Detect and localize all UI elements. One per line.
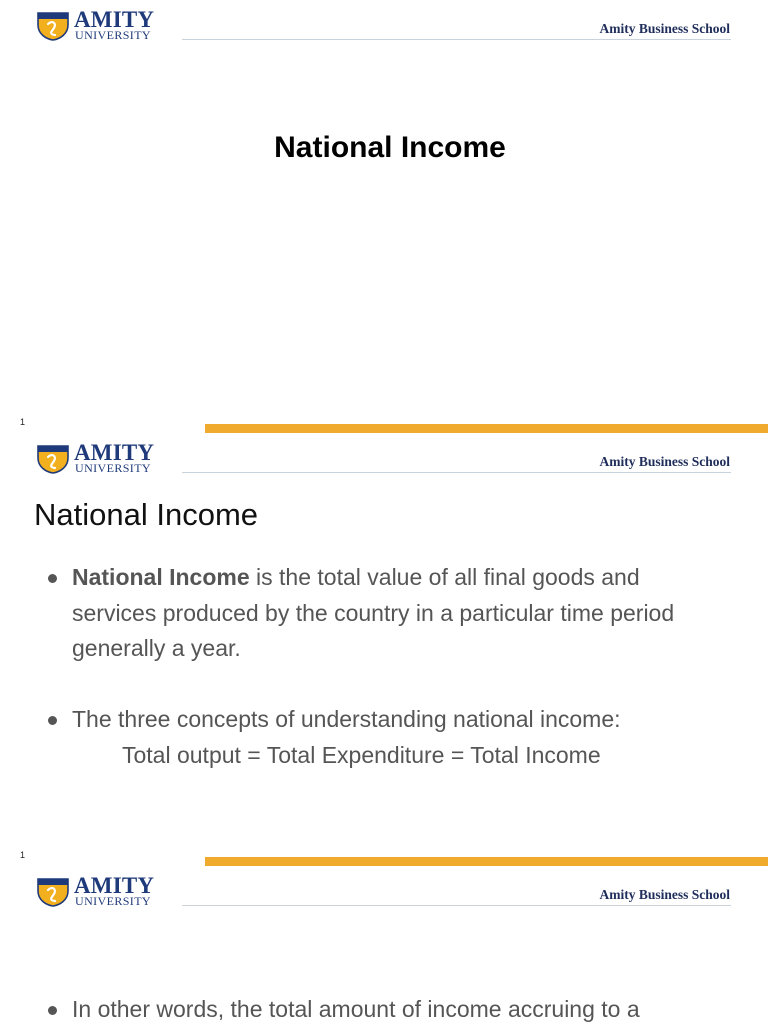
bullet-icon — [48, 716, 57, 725]
bullet-text: The three concepts of understanding national income: — [72, 706, 621, 732]
page-number: 1 — [20, 850, 26, 860]
logo-wordmark: AMITY — [74, 7, 155, 32]
footer-accent-bar — [205, 424, 768, 433]
logo-subtitle: UNIVERSITY — [75, 894, 151, 908]
header-divider — [182, 39, 731, 40]
bullet-icon — [48, 574, 57, 583]
bullet-text: In other words, the total amount of income accruing to a — [72, 996, 640, 1022]
amity-logo — [36, 7, 176, 42]
logo-subtitle: UNIVERSITY — [75, 28, 151, 42]
bullet-text: is the total value of all final goods and services produced by the country in a particular time period generally a year. — [72, 564, 675, 661]
bullet-item — [72, 992, 722, 1028]
slide-title: National Income — [34, 497, 259, 532]
amity-crest-icon — [36, 876, 70, 907]
amity-crest-icon — [36, 443, 70, 474]
page-number: 1 — [20, 417, 26, 427]
school-name: Amity Business School — [599, 454, 730, 469]
slide-title: National Income — [274, 131, 506, 164]
logo-wordmark: AMITY — [74, 873, 155, 898]
school-name: Amity Business School — [599, 21, 730, 36]
formula-text: Total output = Total Expenditure = Total Income — [122, 741, 601, 768]
slide-3 — [0, 866, 768, 1024]
amity-crest-icon — [36, 10, 70, 41]
header-divider — [182, 472, 731, 473]
footer-accent-bar — [205, 857, 768, 866]
bullet-term: National Income — [72, 564, 250, 590]
logo-subtitle: UNIVERSITY — [75, 461, 151, 475]
amity-logo — [36, 873, 176, 908]
bullet-icon — [48, 1006, 57, 1015]
slide-2 — [0, 433, 768, 866]
amity-logo — [36, 440, 176, 475]
slide-1 — [0, 0, 768, 433]
school-name: Amity Business School — [599, 887, 730, 902]
header-divider — [182, 905, 731, 906]
bullet-item — [72, 702, 722, 773]
logo-wordmark: AMITY — [74, 440, 155, 465]
bullet-item — [72, 560, 722, 667]
